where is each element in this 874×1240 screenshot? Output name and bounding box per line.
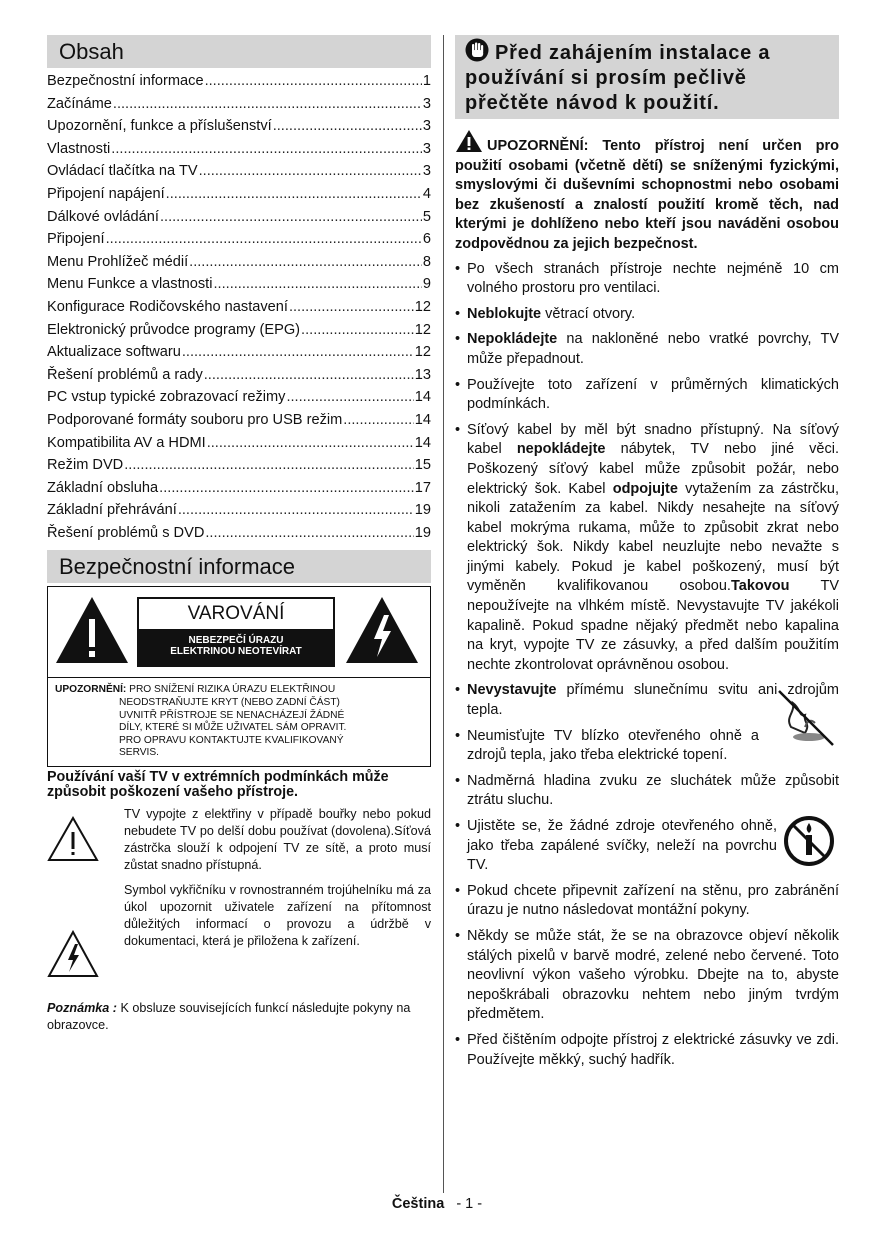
toc-entry-title: Řešení problémů s DVD bbox=[47, 524, 205, 541]
toc-title: Obsah bbox=[47, 35, 431, 68]
instructions-heading-text: Před zahájením instalace a používání si prosím pečlivě přečtěte návod k použití. bbox=[465, 42, 771, 114]
toc-entry[interactable] bbox=[47, 183, 431, 206]
toc-entry-page: 12 bbox=[414, 344, 431, 361]
list-item: • Nevystavujte přímému slunečnímu svitu ani zdrojům tepla. bbox=[455, 681, 839, 720]
toc-entry-title: PC vstup typické zobrazovací režimy bbox=[47, 389, 286, 406]
toc-entry-title: Dálkové ovládání bbox=[47, 208, 159, 225]
toc-leader-dots bbox=[289, 296, 414, 319]
left-column bbox=[47, 35, 431, 1034]
toc-entry-page: 12 bbox=[414, 298, 431, 315]
toc-leader-dots bbox=[159, 477, 414, 500]
toc-entry[interactable] bbox=[47, 228, 431, 251]
list-item: • Po všech stranách přístroje nechte nejméně 10 cm volného prostoru pro ventilaci. bbox=[455, 260, 839, 299]
toc-entry-title: Řešení problémů a rady bbox=[47, 366, 203, 383]
toc-entry-page: 3 bbox=[422, 118, 431, 135]
note-label: Poznámka : bbox=[47, 1001, 117, 1016]
toc-entry[interactable] bbox=[47, 115, 431, 138]
toc-entry-title: Ovládací tlačítka na TV bbox=[47, 163, 198, 180]
toc-entry[interactable] bbox=[47, 206, 431, 229]
toc-entry-title: Podporované formáty souboru pro USB režim bbox=[47, 411, 343, 428]
caution-text-box bbox=[47, 678, 431, 767]
caution-line: UVNITŘ PŘÍSTROJE SE NENACHÁZEJÍ ŽÁDNÉ bbox=[119, 709, 345, 721]
toc-leader-dots bbox=[205, 70, 422, 93]
list-item: • Pokud chcete připevnit zařízení na stěnu, pro zabránění úrazu je nutno následovat montážní pokyny. bbox=[455, 882, 839, 921]
warning-sub-line-1: NEBEZPEČÍ ÚRAZU bbox=[188, 635, 284, 647]
toc-entry-page: 6 bbox=[422, 231, 431, 248]
toc-entry[interactable] bbox=[47, 296, 431, 319]
toc-entry-title: Aktualizace softwaru bbox=[47, 344, 181, 361]
toc-leader-dots bbox=[178, 499, 414, 522]
toc-entry-title: Připojení bbox=[47, 231, 105, 248]
toc-entry-title: Bezpečnostní informace bbox=[47, 73, 204, 89]
toc-leader-dots bbox=[182, 341, 414, 364]
toc-leader-dots bbox=[204, 364, 414, 387]
toc-entry-page: 3 bbox=[422, 163, 431, 180]
no-candle-icon bbox=[783, 815, 835, 867]
list-item: • Před čištěním odpojte přístroj z elektrické zásuvky ve zdi. Používejte měkký, suchý hadřík. bbox=[455, 1031, 839, 1070]
toc-entry[interactable] bbox=[47, 138, 431, 161]
toc-entry-page: 4 bbox=[422, 185, 431, 202]
note-text: K obsluze souvisejících funkcí následujte pokyny na obrazovce. bbox=[47, 1001, 411, 1033]
toc-entry-page: 3 bbox=[422, 95, 431, 112]
toc-entry[interactable] bbox=[47, 251, 431, 274]
warning-sub-line-2: ELEKTRINOU NEOTEVÍRAT bbox=[170, 646, 302, 658]
toc-entry-title: Menu Prohlížeč médií bbox=[47, 253, 189, 270]
warning-subtitle bbox=[137, 635, 335, 657]
toc-entry[interactable] bbox=[47, 477, 431, 500]
toc-entry[interactable] bbox=[47, 341, 431, 364]
toc-leader-dots bbox=[301, 319, 414, 342]
list-item: • Ujistěte se, že žádné zdroje otevřeného ohně, jako třeba zapálené svíčky, neleží na povrchu TV. bbox=[455, 817, 839, 876]
toc-entry[interactable] bbox=[47, 499, 431, 522]
caution-line: DÍLY, KTERÉ SI MŮŽE UŽIVATEL SÁM OPRAVIT. bbox=[119, 722, 347, 734]
toc-entry-title: Režim DVD bbox=[47, 457, 124, 474]
toc-entry[interactable] bbox=[47, 273, 431, 296]
right-column bbox=[455, 35, 839, 1076]
caution-label: UPOZORNĚNÍ: bbox=[55, 684, 127, 696]
caution-line: PRO OPRAVU KONTAKTUJTE KVALIFIKOVANÝ bbox=[119, 734, 344, 746]
page-footer bbox=[0, 1196, 874, 1212]
toc-leader-dots bbox=[124, 454, 414, 477]
toc-entry-page: 14 bbox=[414, 434, 431, 451]
list-item: • Nadměrná hladina zvuku ze sluchátek může způsobit ztrátu sluchu. bbox=[455, 772, 839, 811]
toc-entry[interactable] bbox=[47, 409, 431, 432]
toc-entry-title: Základní přehrávání bbox=[47, 502, 177, 519]
toc-entry-page: 8 bbox=[422, 253, 431, 270]
toc-entry-page: 19 bbox=[414, 502, 431, 519]
warning-title: VAROVÁNÍ bbox=[139, 599, 333, 629]
extreme-conditions-heading: Používání vaší TV v extrémních podmínkách může způsobit poškození vašeho přístroje. bbox=[47, 769, 389, 801]
toc-leader-dots bbox=[189, 251, 422, 274]
toc-entry-title: Základní obsluha bbox=[47, 479, 159, 496]
toc-entry-title: Menu Funkce a vlastnosti bbox=[47, 276, 213, 293]
toc-entry-title: Připojení napájení bbox=[47, 185, 165, 202]
toc-entry-title: Kompatibilita AV a HDMI bbox=[47, 434, 206, 451]
toc-leader-dots bbox=[213, 273, 421, 296]
storm-unplug-paragraph bbox=[47, 806, 431, 874]
toc-entry-page: 9 bbox=[422, 276, 431, 293]
instructions-heading bbox=[455, 35, 839, 119]
toc-entry-page: 3 bbox=[422, 140, 431, 157]
toc-entry[interactable] bbox=[47, 93, 431, 116]
caution-first-line: PRO SNÍŽENÍ RIZIKA ÚRAZU ELEKTŘINOU bbox=[126, 684, 336, 696]
lightning-outline-triangle-icon bbox=[47, 930, 99, 978]
toc-entry-page: 5 bbox=[422, 208, 431, 225]
toc-leader-dots bbox=[113, 93, 422, 116]
warning-triangle-filled-icon bbox=[455, 129, 483, 153]
toc-entry-title: Začínáme bbox=[47, 95, 112, 112]
toc-leader-dots bbox=[166, 183, 422, 206]
toc-entry[interactable] bbox=[47, 364, 431, 387]
column-divider bbox=[443, 35, 444, 1193]
toc-leader-dots bbox=[160, 206, 422, 229]
warning-triangle-icon bbox=[47, 816, 99, 862]
warning-label-box bbox=[47, 586, 431, 678]
usage-warning-text: Tento přístroj není určen pro použití osobami (včetně dětí) se sníženými fyzickými, smyslovými či duševními schopnostmi nebo osobami bez zkušeností a znalostí použití kromě těch, nad kterými je dohlíženo nebo kteří jsou naváděni osobou zodpovědnou za jejich bezpečnost. bbox=[455, 138, 839, 252]
toc-entry[interactable] bbox=[47, 522, 431, 545]
toc-entry-page: 14 bbox=[414, 411, 431, 428]
warning-card bbox=[137, 597, 335, 667]
toc-entry-page: 15 bbox=[414, 457, 431, 474]
no-fire-icon bbox=[775, 687, 837, 749]
toc-entry-page: 12 bbox=[414, 321, 431, 338]
toc-entry-page: 17 bbox=[414, 479, 431, 496]
toc-entry-title: Vlastnosti bbox=[47, 140, 111, 157]
list-item: • Neblokujte větrací otvory. bbox=[455, 305, 839, 325]
list-item: • Síťový kabel by měl být snadno přístupný. Na síťový kabel nepokládejte nábytek, TV nebo jiné věci. Poškozený síťový kabel může způsobit požár, nebo elektrický šok. Kabel odpojujte vytažením za zástrčku, nikoli zatažením za kabel. Nikdy nesahejte na síťový kabel mokrýma rukama, může to způsobit zkrat nebo elektrický šok. Nikdy kabel neuzlujte nebo nevažte s jinými kabely. Pokud je kabel poškozený, musí být vyměněn kvalifikovanou osobou.Takovou TV nepoužívejte na vlhkém místě. Nevystavujte TV jakékoli kapalině. Pokud spadne nějaký předmět nebo kapalina na kryt, vypojte TV ze zásuvky, a před dalším použitím nechte zkontrolovat oprávněnou osobou. bbox=[455, 421, 839, 676]
usage-warning bbox=[455, 129, 839, 255]
toc-entry[interactable] bbox=[47, 386, 431, 409]
exclamation-symbol-text: Symbol vykřičníku v rovnostranném trojúhelníku má za úkol upozornit uživatele zařízení na přítomnost důležitých informací o provozu a údržbě v dokumentaci, která je přiložena k zařízení. bbox=[124, 883, 431, 949]
toc-leader-dots bbox=[286, 386, 413, 409]
page-number: - 1 - bbox=[456, 1196, 483, 1212]
toc-entry-page: 19 bbox=[414, 524, 431, 541]
lightning-triangle-icon bbox=[344, 595, 420, 665]
toc-entry[interactable] bbox=[47, 70, 431, 93]
toc-leader-dots bbox=[343, 409, 414, 432]
toc-entry-title: Upozornění, funkce a příslušenství bbox=[47, 118, 272, 135]
list-item: • Neumisťujte TV blízko otevřeného ohně a zdrojů tepla, jako třeba elektrické topení. bbox=[455, 727, 839, 766]
list-item: • Nepokládejte na nakloněné nebo vratké povrchy, TV může přepadnout. bbox=[455, 330, 839, 369]
caution-line: NEODSTRAŇUJTE KRYT (NEBO ZADNÍ ČÁST) bbox=[119, 697, 340, 709]
caution-line: SERVIS. bbox=[119, 747, 160, 759]
toc-leader-dots bbox=[106, 228, 422, 251]
safety-bullet-list bbox=[455, 260, 839, 1071]
list-item: • Používejte toto zařízení v průměrných klimatických podmínkách. bbox=[455, 376, 839, 415]
storm-unplug-text: TV vypojte z elektřiny v případě bouřky nebo pokud nebudete TV po delší dobu používat (dovolena).Síťová zástrčka slouží k odpojení TV ze sítě, a proto musí zůstat snadno přístupná. bbox=[124, 807, 431, 873]
toc-entry-page: 13 bbox=[414, 366, 431, 383]
toc-entry[interactable] bbox=[47, 160, 431, 183]
toc-entry-page: 1 bbox=[422, 73, 431, 89]
note-paragraph bbox=[47, 1000, 431, 1034]
table-of-contents bbox=[47, 70, 431, 544]
exclamation-triangle-icon bbox=[54, 595, 130, 665]
usage-warning-label: UPOZORNĚNÍ: bbox=[487, 138, 589, 154]
exclamation-symbol-paragraph bbox=[47, 882, 431, 950]
toc-leader-dots bbox=[199, 160, 422, 183]
list-item: • Někdy se může stát, že se na obrazovce objeví několik stálých pixelů v barvě modré, zelené nebo červené. Toto neovlivní výkon vašeho výrobku. Dbejte na to, abyste nepoškrábali obrazovku nehtem nebo jiným tvrdým předmětem. bbox=[455, 927, 839, 1025]
toc-entry[interactable] bbox=[47, 319, 431, 342]
stop-hand-icon bbox=[465, 38, 489, 62]
footer-language: Čeština bbox=[391, 1196, 445, 1212]
toc-leader-dots bbox=[207, 432, 414, 455]
toc-entry-page: 14 bbox=[414, 389, 431, 406]
toc-leader-dots bbox=[111, 138, 422, 161]
toc-leader-dots bbox=[273, 115, 422, 138]
toc-leader-dots bbox=[205, 522, 413, 545]
toc-entry-title: Konfigurace Rodičovského nastavení bbox=[47, 298, 288, 315]
toc-entry[interactable] bbox=[47, 454, 431, 477]
toc-entry-title: Elektronický průvodce programy (EPG) bbox=[47, 321, 301, 338]
toc-entry[interactable] bbox=[47, 432, 431, 455]
safety-title: Bezpečnostní informace bbox=[47, 550, 431, 583]
